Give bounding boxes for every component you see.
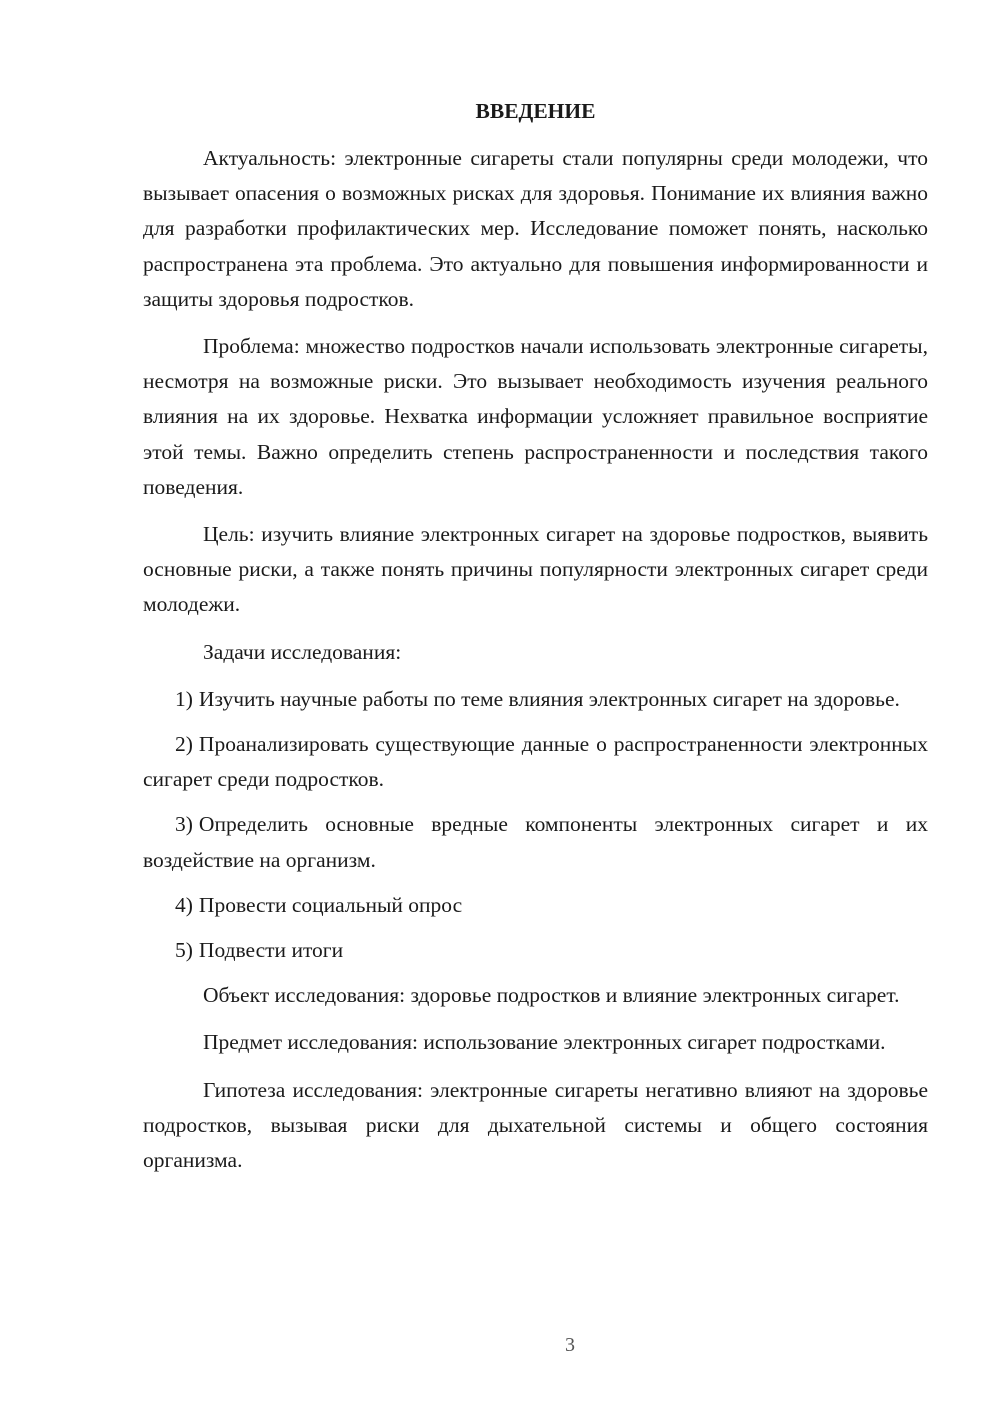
task-text: Провести социальный опрос — [198, 892, 463, 917]
task-item — [143, 933, 928, 968]
task-number: 4) — [175, 892, 193, 917]
task-item — [143, 888, 928, 923]
relevance-paragraph: Актуальность: электронные сигареты стали популярны среди молодежи, что вызывает опасения о возможных рисках для здоровья. Понимание их влияния важно для разработки профилактических мер. Исследование поможет понять, насколько распространена эта проблема. Это актуально для повышения информированности и защиты здоровья подростков. — [143, 146, 928, 311]
task-text: Изучить научные работы по теме влияния электронных сигарет на здоровье. — [198, 686, 900, 711]
task-number: 1) — [175, 686, 193, 711]
page-title: ВВЕДЕНИЕ — [475, 99, 596, 123]
task-item — [143, 807, 928, 877]
object-paragraph: Объект исследования: здоровье подростков и влияние электронных сигарет. — [203, 983, 900, 1008]
hypothesis-paragraph: Гипотеза исследования: электронные сигареты негативно влияют на здоровье подростков, вызывая риски для дыхательной системы и общего состояния организма. — [143, 1077, 928, 1173]
tasks-heading: Задачи исследования: — [203, 639, 402, 664]
task-number: 3) — [175, 812, 193, 837]
task-text: Определить основные вредные компоненты электронных сигарет и их воздействие на организм. — [143, 812, 928, 872]
task-number: 2) — [175, 732, 193, 757]
task-text: Подвести итоги — [198, 938, 344, 963]
problem-paragraph: Проблема: множество подростков начали использовать электронные сигареты, несмотря на возможные риски. Это вызывает необходимость изучения реального влияния на их здоровье. Нехватка информации усложняет правильное восприятие этой темы. Важно определить степень распространенности и последствия такого поведения. — [143, 334, 928, 499]
goal-paragraph: Цель: изучить влияние электронных сигарет на здоровье подростков, выявить основные риски, а также понять причины популярности электронных сигарет среди молодежи. — [143, 522, 928, 617]
task-text: Проанализировать существующие данные о распространенности электронных сигарет среди подростков. — [143, 732, 928, 792]
task-item — [143, 682, 928, 717]
subject-paragraph: Предмет исследования: использование электронных сигарет подростками. — [203, 1030, 886, 1055]
task-item — [143, 727, 928, 797]
page-number: 3 — [565, 1334, 575, 1356]
document-page — [143, 94, 928, 1190]
task-number: 5) — [175, 938, 193, 963]
